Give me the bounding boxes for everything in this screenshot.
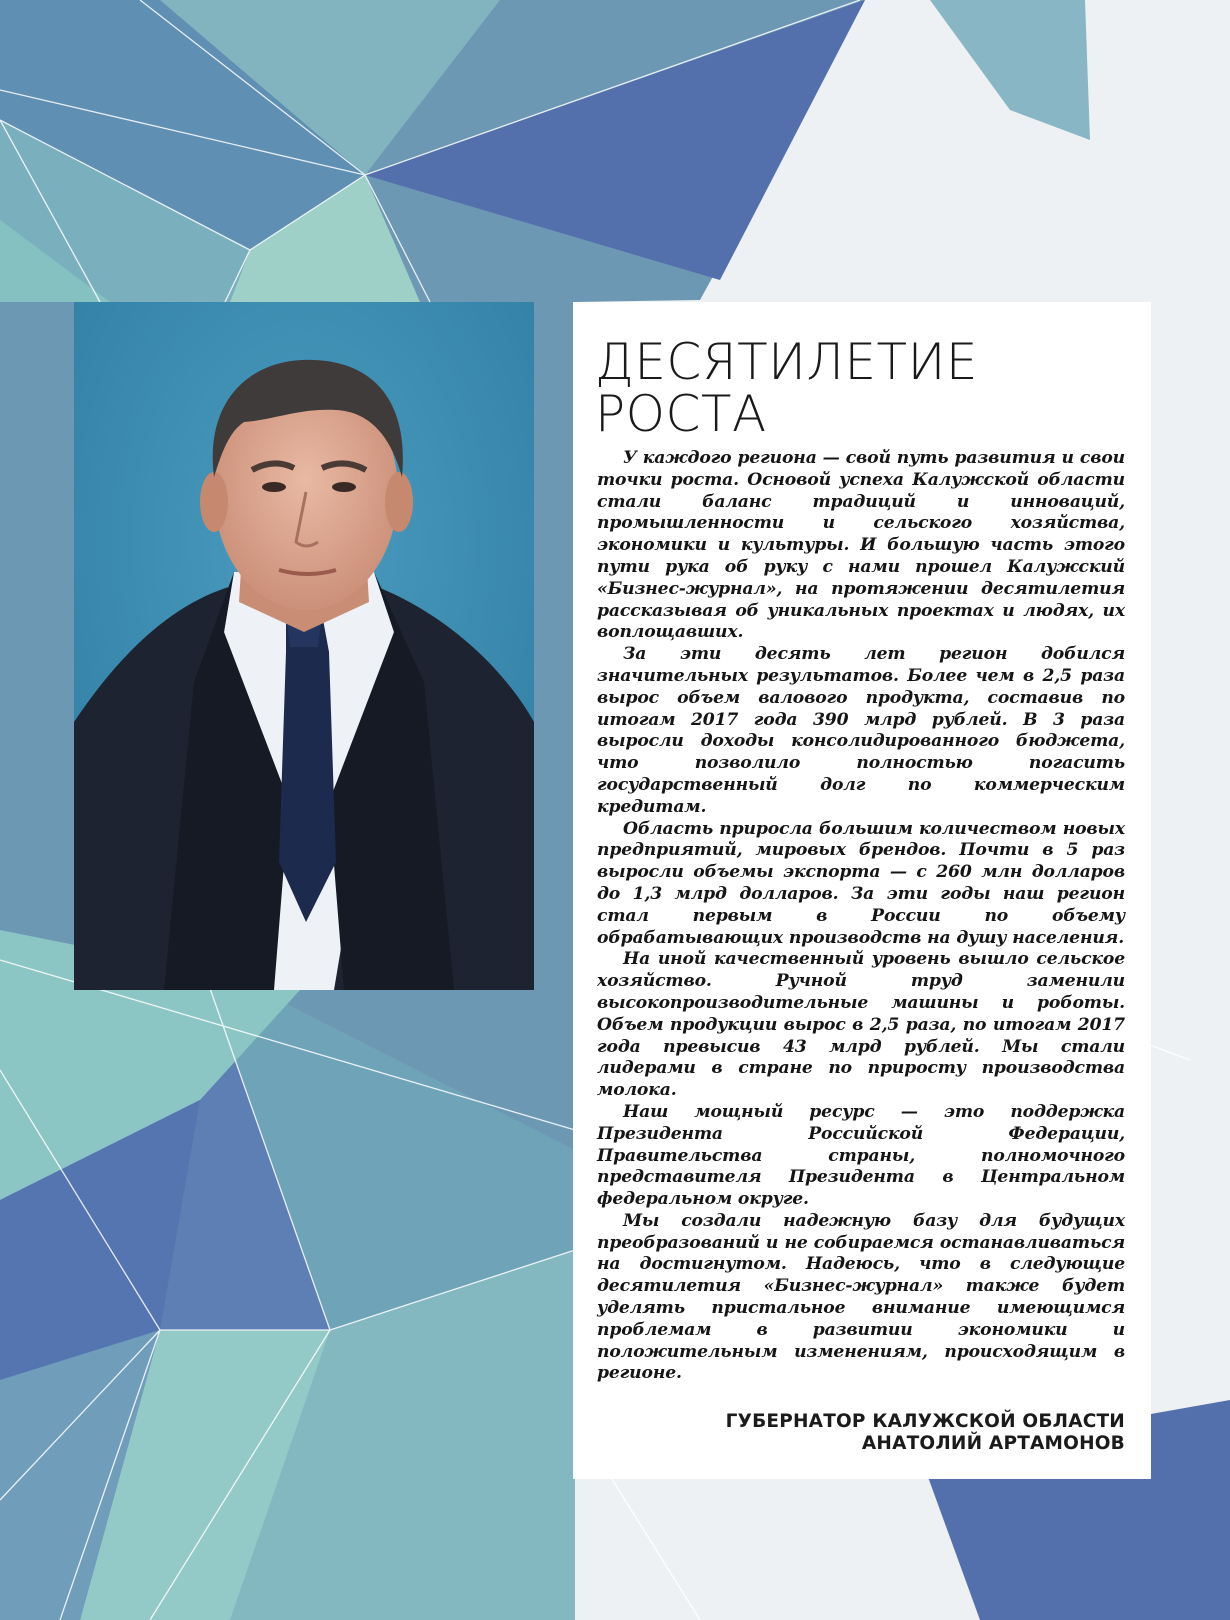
article-paragraph: У каждого региона — свой путь развития и свои точки роста. Основой успеха Калужской области стали баланс традиций и инноваций, промышленности и сельского хозяйства, экономики и культуры. И большую часть этого пути рука об руку с нами прошел Калужский «Бизнес-журнал», на протяжении десятилетия рассказывая об уникальных проектах и людях, их воплощавших. [597, 448, 1125, 643]
portrait-photo [74, 302, 534, 990]
article-title: ДЕСЯТИЛЕТИЕ РОСТА [595, 333, 978, 443]
signature [597, 1411, 1125, 1455]
article-card [573, 302, 1151, 1479]
article-paragraph: Наш мощный ресурс — это поддержка Президента Российской Федерации, Правительства страны, полномочного представителя Президента в Центральном федеральном округе. [597, 1101, 1125, 1210]
signature-name: АНАТОЛИЙ АРТАМОНОВ [861, 1433, 1125, 1455]
article-paragraph: За эти десять лет регион добился значительных результатов. Более чем в 2,5 раза вырос объем валового продукта, составив по итогам 2017 года 390 млрд рублей. В 3 раза выросли доходы консолидированного бюджета, что позволило полностью погасить государственный долг по коммерческим кредитам. [597, 644, 1125, 817]
article-paragraph: Область приросла большим количеством новых предприятий, мировых брендов. Почти в 5 раз выросли объемы экспорта — с 260 млн долларов до 1,3 млрд долларов. За эти годы наш регион стал первым в России по объему обрабатывающих производств на душу населения. [597, 818, 1125, 948]
signature-position: ГУБЕРНАТОР КАЛУЖСКОЙ ОБЛАСТИ [725, 1411, 1125, 1433]
article-paragraph: Мы создали надежную базу для будущих преобразований и не собираемся останавливаться на достигнутом. Надеюсь, что в следующие десятилетия «Бизнес-журнал» также будет уделять пристальное внимание имеющимся проблемам в развитии экономики и положительным изменениям, происходящим в регионе. [597, 1210, 1125, 1384]
article-body [597, 448, 1125, 1385]
article-paragraph: На иной качественный уровень вышло сельское хозяйство. Ручной труд заменили высокопроизводительные машины и роботы. Объем продукции вырос в 2,5 раза, по итогам 2017 года превысив 43 млрд рублей. Мы стали лидерами в стране по приросту производства молока. [597, 949, 1125, 1101]
portrait-illustration [74, 302, 534, 990]
